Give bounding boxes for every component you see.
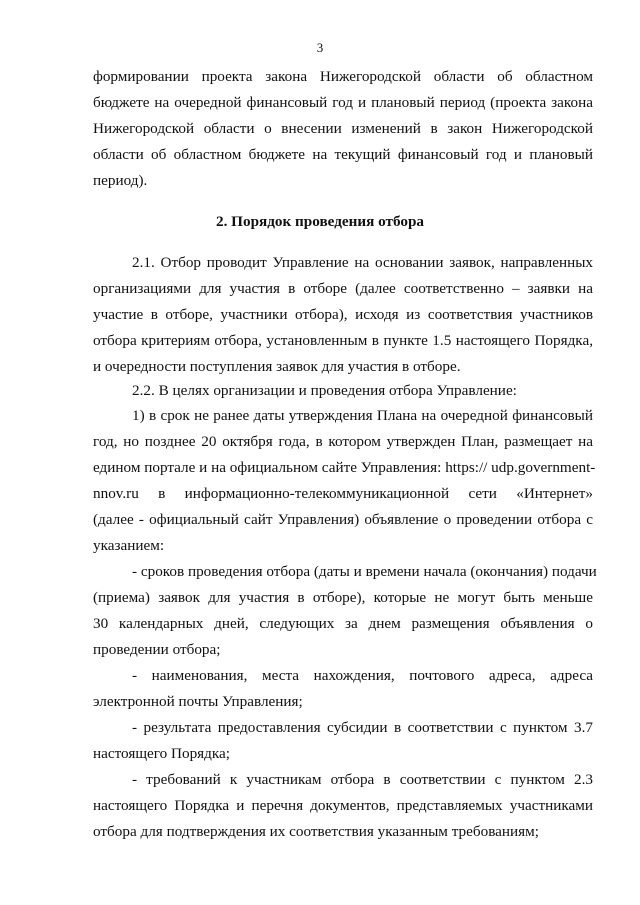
text-line: - наименования, места нахождения, почтового адреса, адреса — [132, 667, 593, 684]
section-heading: 2. Порядок проведения отбора — [215, 213, 425, 230]
text-line: едином портале и на официальном сайте Управления: https:// udp.government- — [93, 459, 596, 476]
text-line: настоящего Порядка и перечня документов, представляемых участниками — [93, 797, 593, 814]
text-line: период). — [93, 172, 148, 189]
text-line: 1) в срок не ранее даты утверждения Плана на очередной финансовый — [132, 407, 593, 424]
text-line: организациями для участия в отборе (далее соответственно – заявки на — [93, 280, 593, 297]
text-line: (далее - официальный сайт Управления) объявление о проведении отбора с — [93, 511, 593, 528]
page-number: 3 — [316, 40, 324, 55]
text-line: (приема) заявок для участия в отборе), которые не могут быть меньше — [93, 589, 593, 606]
text-line: отбора критериям отбора, установленным в пункте 1.5 настоящего Порядка, — [93, 332, 593, 349]
text-line: 2.2. В целях организации и проведения отбора Управление: — [132, 382, 517, 399]
text-line: участие в отборе, участники отбора), исходя из соответствия участников — [93, 306, 593, 323]
text-line: - результата предоставления субсидии в соответствии с пунктом 3.7 — [132, 719, 593, 736]
text-line: 30 календарных дней, следующих за днем размещения объявления о — [93, 615, 593, 632]
text-line: - требований к участникам отбора в соответствии с пунктом 2.3 — [132, 771, 593, 788]
text-line: Нижегородской области о внесении изменений в закон Нижегородской — [93, 120, 593, 137]
text-line: отбора для подтверждения их соответствия указанным требованиям; — [93, 823, 539, 840]
text-line: бюджете на очередной финансовый год и плановый период (проекта закона — [93, 94, 593, 111]
text-line: - сроков проведения отбора (даты и времени начала (окончания) подачи — [132, 563, 597, 580]
text-line: указанием: — [93, 537, 165, 554]
text-line: и очередности поступления заявок для участия в отборе. — [93, 358, 461, 375]
text-line: проведении отбора; — [93, 641, 221, 658]
text-line: 2.1. Отбор проводит Управление на основании заявок, направленных — [132, 254, 593, 271]
text-line: nnov.ru в информационно-телекоммуникационной сети «Интернет» — [93, 485, 593, 502]
text-line: формировании проекта закона Нижегородской области об областном — [93, 68, 593, 85]
text-line: настоящего Порядка; — [93, 745, 230, 762]
text-line: год, но позднее 20 октября года, в котором утвержден План, размещает на — [93, 433, 593, 450]
text-line: электронной почты Управления; — [93, 693, 303, 710]
text-line: области об областном бюджете на текущий финансовый год и плановый — [93, 146, 593, 163]
